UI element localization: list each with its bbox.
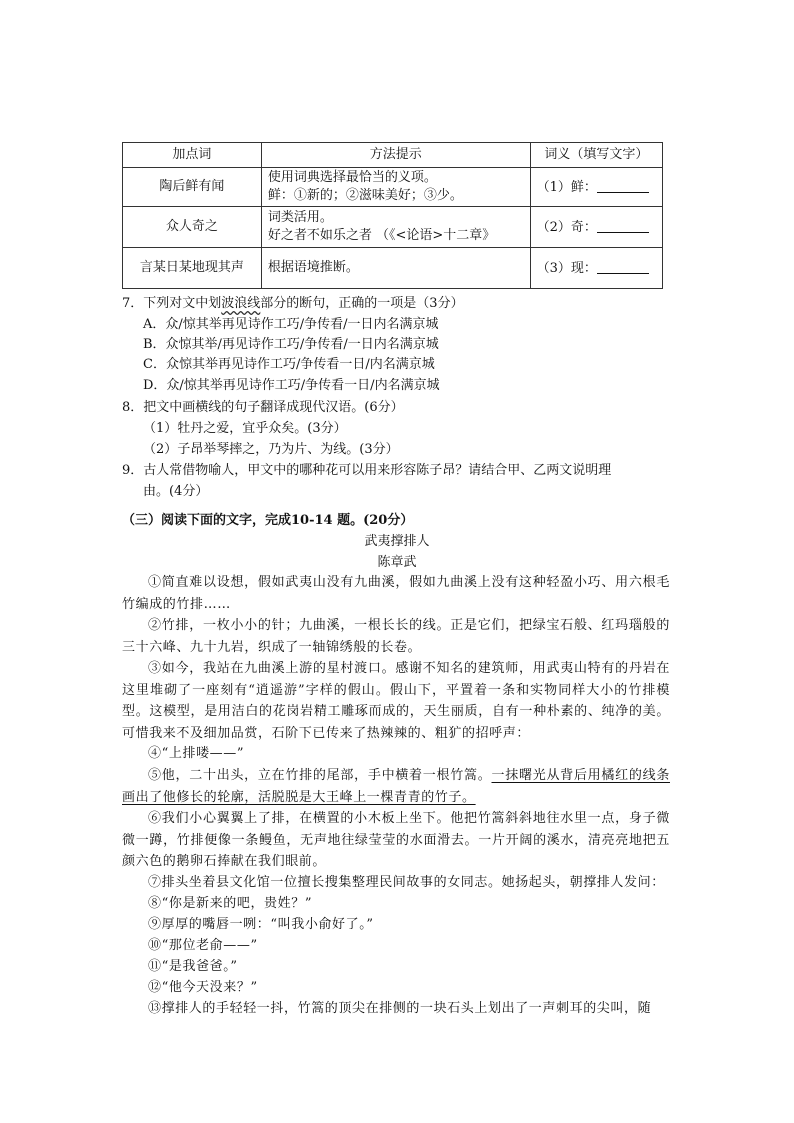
q8-item-1: （1）牡丹之爱，宜乎众矣。(3分） [143,421,347,436]
answer-blank[interactable] [597,178,649,193]
hint-line: 使用词典选择最恰当的义项。 [267,170,437,185]
q7-option-d[interactable]: D．众/惊其举再见诗作工巧/争传看一日/内名满京城 [143,378,440,393]
table-cell-hint [261,207,530,248]
answer-blank[interactable] [597,218,649,233]
paragraph-5-text: ⑤他，二十出头，立在竹排的尾部，手中横着一根竹篙。 [148,768,492,783]
article-title: 武夷撑排人 [364,534,430,549]
answer-label: （2）奇： [536,219,597,235]
paragraph-12: ⑫“他今天没来？” [148,980,258,995]
paragraph-4: ④“上排喽——” [148,746,245,761]
paragraph-7: ⑦排头坐着县文化馆一位擅长搜集整理民间故事的女同志。她扬起头，朝撑排人发问： [148,875,665,890]
table-cell-word: 众人奇之 [123,207,262,248]
paragraph-5-underlined: 一抹曙光从背后用橘红的线条画出了他修长的轮廓，活脱脱是大王峰上一棵青青的竹子。 [122,768,670,805]
table-cell-word: 言某日某地现其声 [123,248,262,289]
table-row [123,248,663,289]
paragraph-10: ⑩“那位老俞——” [148,938,258,953]
answer-label: （1）鲜： [536,179,597,195]
table-cell-hint [261,168,530,207]
table-header: 方法提示 [261,143,530,168]
q8-item-2: （2）子昂举琴摔之，乃为片、为线。(3分） [143,442,399,457]
question-7-stem [122,294,682,314]
q7-stem-post: 部分的断句，正确的一项是（3分） [260,296,464,311]
table-cell-word: 陶后鲜有闻 [123,168,262,207]
paragraph-2: ②竹排，一枚小小的针；九曲溪，一根长长的线。正是它们，把绿宝石般、红玛瑙般的三十六峰、九十九岩，织成了一轴锦绣般的长卷。 [122,618,670,655]
answer-label: （3）现： [536,260,597,276]
question-9-line-2: 由。(4分） [143,484,209,499]
table-cell-answer [530,207,662,248]
hint-line: 根据语境推断。 [267,260,359,275]
paragraph-5 [122,765,670,808]
paragraph-6: ⑥我们小心翼翼上了排，在横置的小木板上坐下。他把竹篙斜斜地往水里一点，身子微微一蹲，竹排便像一条鳗鱼，无声地往绿莹莹的水面滑去。一片开阔的溪水，清亮亮地把五颜六色的鹅卵石捧献在我们眼前。 [122,811,670,869]
paragraph-8: ⑧“你是新来的吧，贵姓？” [148,896,313,911]
hint-line: 鲜：①新的；②滋味美好；③少。 [267,188,463,203]
table-header: 词义（填写文字） [530,143,662,168]
paragraph-13: ⑬撑排人的手轻轻一抖，竹篙的顶尖在排侧的一块石头上划出了一声刺耳的尖叫，随 [148,1001,652,1016]
q7-option-a[interactable]: A．众/惊其举再见诗作工巧/争传看/一日内名满京城 [143,317,439,332]
paragraph-3: ③如今，我站在九曲溪上游的星村渡口。感谢不知名的建筑师，用武夷山特有的丹岩在这里堆砌了一座刻有“逍遥游”字样的假山。假山下，平置着一条和实物同样大小的竹排模型。这模型，是用洁白的花岗岩精工雕琢而成的，天生丽质，自有一种朴素的、纯净的美。可惜我来不及细加品赏，石阶下已传来了热辣辣的、粗犷的招呼声： [122,661,670,741]
paragraph-11: ⑪“是我爸爸。” [148,959,238,974]
vocab-table [122,142,663,289]
paragraph-1: ①简直难以设想，假如武夷山没有九曲溪，假如九曲溪上没有这种轻盈小巧、用六根毛竹编成的竹排…… [122,575,670,612]
article-author: 陈章武 [377,555,417,570]
q7-stem-pre: 7．下列对文中划 [122,296,222,311]
section-heading: （三）阅读下面的文字，完成10-14 题。(20分） [122,513,414,528]
answer-blank[interactable] [597,259,649,274]
paragraph-9: ⑨厚厚的嘴唇一咧：“叫我小俞好了。” [148,917,374,932]
table-cell-answer [530,248,662,289]
table-cell-hint [261,248,530,289]
table-row [123,207,663,248]
table-row [123,168,663,207]
question-9-line-1: 9．古人常借物喻人，甲文中的哪种花可以用来形容陈子昂？请结合甲、乙两文说明理 [122,463,612,478]
q7-option-c[interactable]: C．众惊其举再见诗作工巧/争传看一日/内名满京城 [143,357,435,372]
q7-option-b[interactable]: B．众惊其举/再见诗作工巧/争传看/一日内名满京城 [143,337,439,352]
hint-line: 好之者不如乐之者 （《<论语>十二章》 [267,228,496,243]
hint-line: 词类活用。 [267,210,333,225]
question-8-stem: 8．把文中画横线的句子翻译成现代汉语。(6分） [122,400,404,415]
table-header: 加点词 [123,143,262,168]
q7-stem-wave: 波浪线 [221,296,261,311]
table-cell-answer [530,168,662,207]
table-header-row [123,143,663,168]
